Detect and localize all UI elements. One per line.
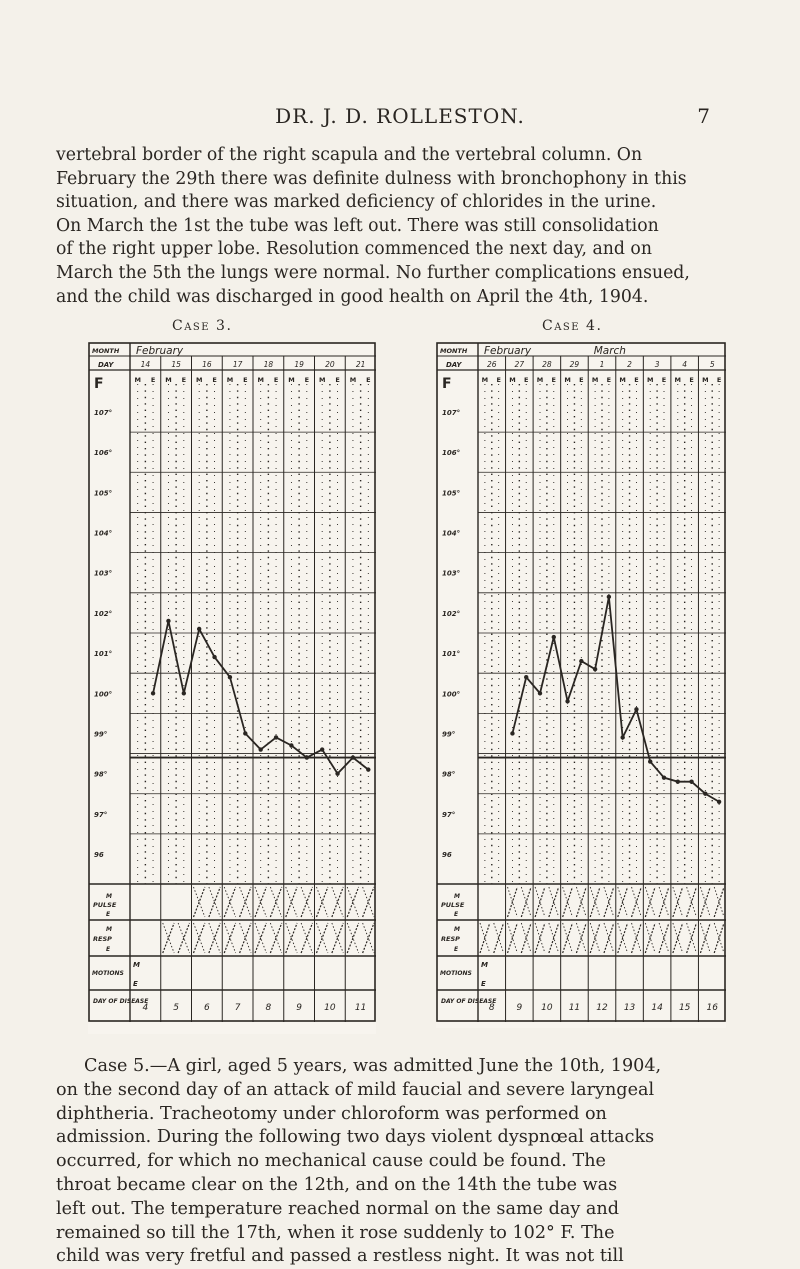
temperature-point: [351, 755, 355, 759]
motions-e-label: E: [133, 980, 138, 988]
temperature-point: [212, 655, 216, 659]
day-of-disease-value: 12: [596, 1003, 608, 1013]
text-line: situation, and there was marked deficiency of chlorides in the urine.: [56, 192, 657, 213]
day-label: 28: [542, 360, 552, 369]
temperature-point: [593, 667, 597, 671]
me-label: M: [318, 376, 326, 384]
resp-m-label: M: [454, 926, 460, 933]
temperature-point: [620, 735, 624, 739]
month-name: February: [136, 345, 184, 357]
day-label: 18: [263, 360, 274, 369]
paragraph-case-5: [56, 1055, 752, 1269]
day-label: 2: [627, 360, 632, 369]
day-of-disease-value: 5: [173, 1003, 179, 1013]
temperature-tick-label: 98°: [442, 770, 456, 779]
day-label: 1: [599, 360, 605, 369]
me-label: E: [366, 376, 371, 384]
temperature-point: [565, 699, 569, 703]
me-label: M: [509, 376, 516, 384]
temperature-tick-label: 101°: [442, 650, 461, 659]
day-label: 27: [514, 360, 525, 369]
temperature-point: [510, 731, 514, 735]
running-title: DR. J. D. ROLLESTON.: [275, 104, 525, 128]
temperature-tick-label: 101°: [94, 650, 113, 659]
resp-e-label: E: [454, 946, 459, 953]
resp-e-label: E: [106, 946, 111, 953]
me-label: M: [646, 376, 654, 384]
pulse-e-label: E: [106, 911, 111, 918]
temperature-tick-label: 98°: [94, 770, 108, 779]
temperature-tick-label: 104°: [94, 529, 113, 538]
me-label: E: [689, 376, 694, 384]
motions-m-label: M: [133, 961, 140, 969]
month-header-label: MONTH: [440, 347, 468, 355]
day-of-disease-value: 11: [354, 1003, 367, 1013]
me-label: E: [634, 376, 639, 384]
temperature-point: [607, 595, 611, 599]
temperature-point: [366, 767, 370, 771]
me-label: E: [579, 376, 584, 384]
day-of-disease-value: 11: [568, 1003, 581, 1013]
temperature-chart-case-3: [88, 342, 376, 1034]
day-header-label: DAY: [446, 361, 462, 369]
day-of-disease-value: 4: [142, 1003, 149, 1013]
resp-m-label: M: [106, 926, 112, 933]
day-label: 19: [294, 360, 304, 369]
temperature-point: [320, 747, 324, 751]
temperature-tick-label: 100°: [94, 690, 113, 699]
motions-row-label: MOTIONS: [92, 970, 124, 977]
day-label: 3: [654, 360, 660, 369]
text-line: February the 29th there was definite dulness with bronchophony in this: [56, 168, 687, 189]
temperature-point: [182, 691, 186, 695]
text-line: child was very fretful and passed a restless night. It was not till: [56, 1246, 624, 1267]
pulse-m-label: M: [454, 893, 460, 900]
day-of-disease-value: 14: [651, 1003, 663, 1013]
temperature-point: [717, 800, 721, 804]
day-header-label: DAY: [98, 361, 114, 369]
me-label: M: [134, 376, 141, 384]
temperature-point: [524, 675, 528, 679]
day-of-disease-value: 7: [234, 1003, 241, 1013]
temperature-point: [197, 627, 201, 631]
me-label: M: [195, 376, 203, 384]
pulse-m-label: M: [106, 893, 112, 900]
me-label: E: [716, 376, 722, 384]
text-line: Case 5.—A girl, aged 5 years, was admitted June the 10th, 1904,: [84, 1056, 662, 1076]
me-label: M: [536, 376, 544, 384]
text-line: diphtheria. Tracheotomy under chloroform was performed on: [56, 1103, 607, 1124]
temperature-point: [648, 759, 652, 763]
motions-row-label: MOTIONS: [440, 970, 472, 977]
temperature-tick-label: 99°: [94, 730, 108, 739]
me-label: M: [288, 376, 295, 384]
temperature-tick-label: 106°: [442, 449, 461, 458]
temperature-point: [689, 779, 693, 783]
day-label: 26: [487, 360, 497, 369]
pulse-row-label: PULSE: [93, 901, 117, 909]
me-label: M: [564, 376, 571, 384]
me-label: M: [165, 376, 172, 384]
day-of-disease-row-label: DAY OF DISEASE: [93, 998, 149, 1005]
day-of-disease-value: 9: [516, 1003, 523, 1013]
me-label: M: [481, 376, 489, 384]
me-label: E: [181, 376, 187, 384]
me-label: E: [150, 376, 156, 384]
temperature-point: [538, 691, 542, 695]
temperature-point: [243, 731, 247, 735]
temperature-point: [274, 735, 278, 739]
temperature-tick-label: 106°: [94, 449, 113, 458]
day-of-disease-value: 16: [706, 1003, 718, 1013]
me-label: E: [304, 376, 310, 384]
temperature-point: [676, 779, 680, 783]
temperature-tick-label: 96: [94, 851, 104, 859]
day-of-disease-value: 15: [678, 1003, 691, 1013]
temperature-tick-label: 103°: [94, 569, 113, 578]
me-label: E: [523, 376, 529, 384]
me-label: M: [349, 376, 357, 384]
text-line: left out. The temperature reached normal on the same day and: [56, 1198, 619, 1219]
me-label: E: [212, 376, 217, 384]
day-label: 5: [709, 360, 715, 369]
day-of-disease-value: 13: [623, 1003, 636, 1013]
me-label: M: [674, 376, 682, 384]
text-line: admission. During the following two days violent dyspnœal attacks: [56, 1127, 655, 1148]
temperature-point: [289, 743, 293, 747]
temperature-point: [335, 771, 339, 775]
temperature-point: [166, 619, 170, 623]
temperature-point: [151, 691, 155, 695]
motions-m-label: M: [481, 961, 488, 969]
temperature-point: [305, 755, 309, 759]
temperature-point: [634, 707, 638, 711]
me-label: E: [661, 376, 667, 384]
day-label: 17: [232, 360, 243, 369]
temperature-tick-label: 97°: [94, 810, 108, 819]
temperature-tick-label: 97°: [442, 810, 456, 819]
resp-row-label: RESP: [93, 935, 112, 943]
paragraph-case-2-conclusion: [56, 144, 752, 309]
temperature-tick-label: 107°: [442, 409, 461, 417]
day-label: 16: [202, 360, 212, 369]
text-line: March the 5th the lungs were normal. No further complications ensued,: [56, 262, 690, 283]
case-3-label: Case 3.: [172, 318, 233, 334]
temperature-tick-label: 103°: [442, 569, 461, 578]
pulse-e-label: E: [454, 911, 459, 918]
me-label: E: [606, 376, 612, 384]
day-label: 14: [140, 360, 151, 369]
temperature-tick-label: 102°: [94, 609, 113, 618]
month-name: February: [484, 345, 532, 357]
temperature-tick-label: 107°: [94, 409, 113, 417]
month-name: March: [593, 345, 626, 357]
running-head: [0, 104, 800, 134]
temperature-point: [552, 635, 556, 639]
day-label: 4: [682, 360, 688, 369]
day-of-disease-value: 8: [488, 1003, 495, 1013]
temperature-point: [579, 659, 583, 663]
text-line: remained so till the 17th, when it rose suddenly to 102° F. The: [56, 1222, 615, 1243]
day-label: 20: [325, 360, 335, 369]
case-4-label: Case 4.: [542, 318, 603, 334]
me-label: E: [243, 376, 248, 384]
temperature-point: [258, 747, 262, 751]
pulse-row-label: PULSE: [441, 901, 465, 909]
me-label: E: [335, 376, 340, 384]
temperature-point: [662, 775, 666, 779]
temperature-tick-label: 102°: [442, 609, 461, 618]
text-line: throat became clear on the 12th, and on the 14th the tube was: [56, 1174, 618, 1195]
text-line: occurred, for which no mechanical cause could be found. The: [56, 1151, 606, 1172]
temperature-tick-label: 96: [442, 851, 452, 859]
me-label: E: [551, 376, 557, 384]
motions-e-label: E: [481, 980, 486, 988]
text-line: of the right upper lobe. Resolution commenced the next day, and on: [56, 239, 652, 260]
resp-row-label: RESP: [441, 935, 460, 943]
day-label: 29: [569, 360, 580, 369]
day-label: 21: [355, 360, 366, 369]
day-of-disease-value: 6: [204, 1003, 210, 1013]
temperature-tick-label: 99°: [442, 730, 456, 739]
page-number: 7: [697, 104, 710, 128]
text-line: On March the 1st the tube was left out. There was still consolidation: [56, 215, 659, 236]
fahrenheit-label: F: [94, 376, 104, 392]
temperature-chart-case-4: [436, 342, 726, 1028]
month-header-label: MONTH: [92, 347, 120, 355]
temperature-tick-label: 104°: [442, 529, 461, 538]
text-line: vertebral border of the right scapula and the vertebral column. On: [56, 145, 643, 165]
day-of-disease-value: 9: [296, 1003, 302, 1013]
me-label: M: [226, 376, 234, 384]
temperature-tick-label: 105°: [94, 489, 113, 498]
me-label: M: [257, 376, 264, 384]
day-of-disease-row-label: DAY OF DISEASE: [441, 998, 497, 1005]
me-label: E: [496, 376, 501, 384]
temperature-tick-label: 100°: [442, 690, 461, 699]
text-line: on the second day of an attack of mild faucial and severe laryngeal: [56, 1079, 655, 1100]
day-label: 15: [171, 360, 181, 369]
day-of-disease-value: 10: [541, 1003, 553, 1013]
temperature-point: [703, 792, 707, 796]
day-of-disease-value: 10: [324, 1003, 336, 1013]
temperature-point: [228, 675, 232, 679]
me-label: M: [702, 376, 709, 384]
me-label: M: [619, 376, 626, 384]
temperature-tick-label: 105°: [442, 489, 461, 498]
me-label: M: [591, 376, 599, 384]
day-of-disease-value: 8: [265, 1003, 272, 1013]
text-line: and the child was discharged in good health on April the 4th, 1904.: [56, 286, 649, 307]
fahrenheit-label: F: [442, 376, 452, 392]
me-label: E: [273, 376, 279, 384]
